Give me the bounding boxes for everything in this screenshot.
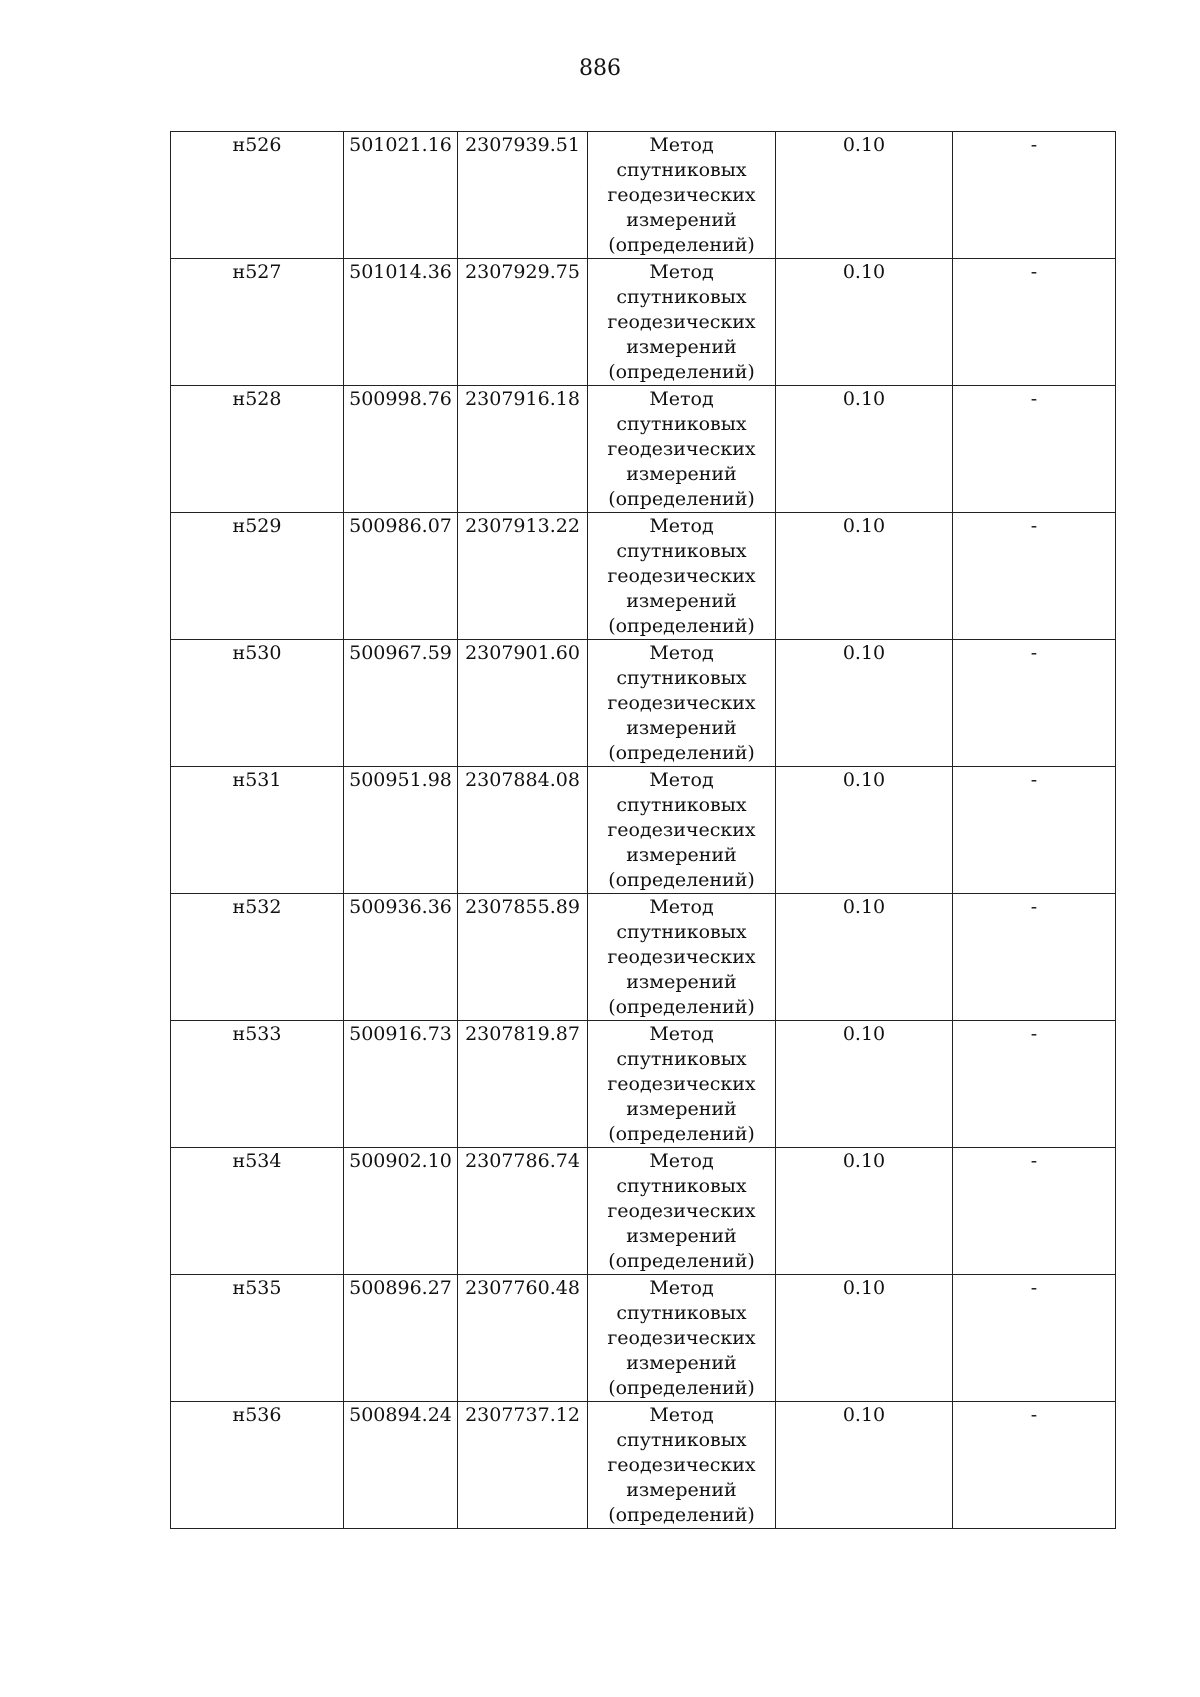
method-line: спутниковых bbox=[616, 1429, 747, 1451]
note-cell: - bbox=[953, 894, 1116, 1021]
method-line: измерений bbox=[626, 463, 737, 485]
method-line: спутниковых bbox=[616, 159, 747, 181]
point-name-cell: н533 bbox=[171, 1021, 344, 1148]
x-coordinate-cell: 501014.36 bbox=[344, 259, 458, 386]
method-cell bbox=[588, 894, 776, 1021]
accuracy-cell: 0.10 bbox=[776, 513, 953, 640]
point-name-cell: н528 bbox=[171, 386, 344, 513]
method-line: Метод bbox=[649, 642, 714, 664]
method-cell bbox=[588, 1275, 776, 1402]
method-line: геодезических bbox=[607, 184, 756, 206]
y-coordinate-cell: 2307737.12 bbox=[458, 1402, 588, 1529]
note-cell: - bbox=[953, 1275, 1116, 1402]
coordinates-table bbox=[170, 131, 1116, 1529]
x-coordinate-cell: 500951.98 bbox=[344, 767, 458, 894]
table-row bbox=[171, 132, 1116, 259]
x-coordinate-cell: 500896.27 bbox=[344, 1275, 458, 1402]
x-coordinate-cell: 501021.16 bbox=[344, 132, 458, 259]
table-row bbox=[171, 1148, 1116, 1275]
point-name-cell: н535 bbox=[171, 1275, 344, 1402]
method-line: спутниковых bbox=[616, 286, 747, 308]
method-line: Метод bbox=[649, 515, 714, 537]
table-row bbox=[171, 1021, 1116, 1148]
point-name-cell: н527 bbox=[171, 259, 344, 386]
note-cell: - bbox=[953, 132, 1116, 259]
method-cell bbox=[588, 259, 776, 386]
accuracy-cell: 0.10 bbox=[776, 767, 953, 894]
point-name-cell: н529 bbox=[171, 513, 344, 640]
table-row bbox=[171, 386, 1116, 513]
method-line: измерений bbox=[626, 209, 737, 231]
method-line: (определений) bbox=[608, 869, 755, 891]
method-line: геодезических bbox=[607, 819, 756, 841]
y-coordinate-cell: 2307786.74 bbox=[458, 1148, 588, 1275]
y-coordinate-cell: 2307901.60 bbox=[458, 640, 588, 767]
method-cell bbox=[588, 513, 776, 640]
method-line: спутниковых bbox=[616, 1302, 747, 1324]
method-line: спутниковых bbox=[616, 794, 747, 816]
note-cell: - bbox=[953, 1402, 1116, 1529]
table-row bbox=[171, 894, 1116, 1021]
accuracy-cell: 0.10 bbox=[776, 894, 953, 1021]
method-line: спутниковых bbox=[616, 667, 747, 689]
x-coordinate-cell: 500998.76 bbox=[344, 386, 458, 513]
method-cell bbox=[588, 1148, 776, 1275]
accuracy-cell: 0.10 bbox=[776, 259, 953, 386]
table-row bbox=[171, 1275, 1116, 1402]
note-cell: - bbox=[953, 640, 1116, 767]
x-coordinate-cell: 500902.10 bbox=[344, 1148, 458, 1275]
point-name-cell: н531 bbox=[171, 767, 344, 894]
table-row bbox=[171, 1402, 1116, 1529]
method-line: Метод bbox=[649, 134, 714, 156]
method-line: измерений bbox=[626, 971, 737, 993]
accuracy-cell: 0.10 bbox=[776, 1275, 953, 1402]
y-coordinate-cell: 2307819.87 bbox=[458, 1021, 588, 1148]
method-line: спутниковых bbox=[616, 413, 747, 435]
method-line: геодезических bbox=[607, 565, 756, 587]
method-line: (определений) bbox=[608, 488, 755, 510]
note-cell: - bbox=[953, 767, 1116, 894]
method-line: спутниковых bbox=[616, 540, 747, 562]
accuracy-cell: 0.10 bbox=[776, 1148, 953, 1275]
method-line: Метод bbox=[649, 1023, 714, 1045]
note-cell: - bbox=[953, 513, 1116, 640]
method-line: геодезических bbox=[607, 1454, 756, 1476]
method-line: Метод bbox=[649, 896, 714, 918]
method-line: спутниковых bbox=[616, 1048, 747, 1070]
method-line: спутниковых bbox=[616, 921, 747, 943]
method-line: геодезических bbox=[607, 1327, 756, 1349]
table-row bbox=[171, 640, 1116, 767]
method-line: Метод bbox=[649, 769, 714, 791]
method-line: (определений) bbox=[608, 1377, 755, 1399]
y-coordinate-cell: 2307939.51 bbox=[458, 132, 588, 259]
accuracy-cell: 0.10 bbox=[776, 640, 953, 767]
y-coordinate-cell: 2307760.48 bbox=[458, 1275, 588, 1402]
method-line: (определений) bbox=[608, 234, 755, 256]
page-number: 886 bbox=[579, 56, 621, 81]
method-line: Метод bbox=[649, 261, 714, 283]
point-name-cell: н526 bbox=[171, 132, 344, 259]
y-coordinate-cell: 2307913.22 bbox=[458, 513, 588, 640]
y-coordinate-cell: 2307929.75 bbox=[458, 259, 588, 386]
point-name-cell: н532 bbox=[171, 894, 344, 1021]
method-line: геодезических bbox=[607, 692, 756, 714]
y-coordinate-cell: 2307884.08 bbox=[458, 767, 588, 894]
method-line: измерений bbox=[626, 1225, 737, 1247]
method-line: измерений bbox=[626, 1352, 737, 1374]
accuracy-cell: 0.10 bbox=[776, 1021, 953, 1148]
y-coordinate-cell: 2307855.89 bbox=[458, 894, 588, 1021]
accuracy-cell: 0.10 bbox=[776, 386, 953, 513]
method-line: геодезических bbox=[607, 1073, 756, 1095]
method-line: Метод bbox=[649, 1150, 714, 1172]
method-cell bbox=[588, 767, 776, 894]
table-row bbox=[171, 767, 1116, 894]
method-line: (определений) bbox=[608, 996, 755, 1018]
method-line: (определений) bbox=[608, 361, 755, 383]
method-line: измерений bbox=[626, 590, 737, 612]
note-cell: - bbox=[953, 1021, 1116, 1148]
note-cell: - bbox=[953, 1148, 1116, 1275]
point-name-cell: н530 bbox=[171, 640, 344, 767]
method-line: (определений) bbox=[608, 742, 755, 764]
table-row bbox=[171, 259, 1116, 386]
method-line: Метод bbox=[649, 1277, 714, 1299]
method-cell bbox=[588, 132, 776, 259]
x-coordinate-cell: 500936.36 bbox=[344, 894, 458, 1021]
method-line: измерений bbox=[626, 844, 737, 866]
method-line: Метод bbox=[649, 1404, 714, 1426]
method-cell bbox=[588, 640, 776, 767]
method-line: (определений) bbox=[608, 1504, 755, 1526]
method-line: спутниковых bbox=[616, 1175, 747, 1197]
x-coordinate-cell: 500916.73 bbox=[344, 1021, 458, 1148]
accuracy-cell: 0.10 bbox=[776, 1402, 953, 1529]
method-cell bbox=[588, 1402, 776, 1529]
method-line: измерений bbox=[626, 1098, 737, 1120]
table-row bbox=[171, 513, 1116, 640]
method-line: геодезических bbox=[607, 1200, 756, 1222]
method-line: геодезических bbox=[607, 946, 756, 968]
x-coordinate-cell: 500894.24 bbox=[344, 1402, 458, 1529]
table-body bbox=[171, 132, 1116, 1529]
method-cell bbox=[588, 386, 776, 513]
x-coordinate-cell: 500967.59 bbox=[344, 640, 458, 767]
method-line: измерений bbox=[626, 717, 737, 739]
point-name-cell: н536 bbox=[171, 1402, 344, 1529]
method-line: геодезических bbox=[607, 438, 756, 460]
method-line: Метод bbox=[649, 388, 714, 410]
note-cell: - bbox=[953, 386, 1116, 513]
method-line: геодезических bbox=[607, 311, 756, 333]
x-coordinate-cell: 500986.07 bbox=[344, 513, 458, 640]
method-line: (определений) bbox=[608, 615, 755, 637]
method-line: (определений) bbox=[608, 1250, 755, 1272]
method-cell bbox=[588, 1021, 776, 1148]
method-line: (определений) bbox=[608, 1123, 755, 1145]
method-line: измерений bbox=[626, 1479, 737, 1501]
y-coordinate-cell: 2307916.18 bbox=[458, 386, 588, 513]
point-name-cell: н534 bbox=[171, 1148, 344, 1275]
method-line: измерений bbox=[626, 336, 737, 358]
note-cell: - bbox=[953, 259, 1116, 386]
accuracy-cell: 0.10 bbox=[776, 132, 953, 259]
